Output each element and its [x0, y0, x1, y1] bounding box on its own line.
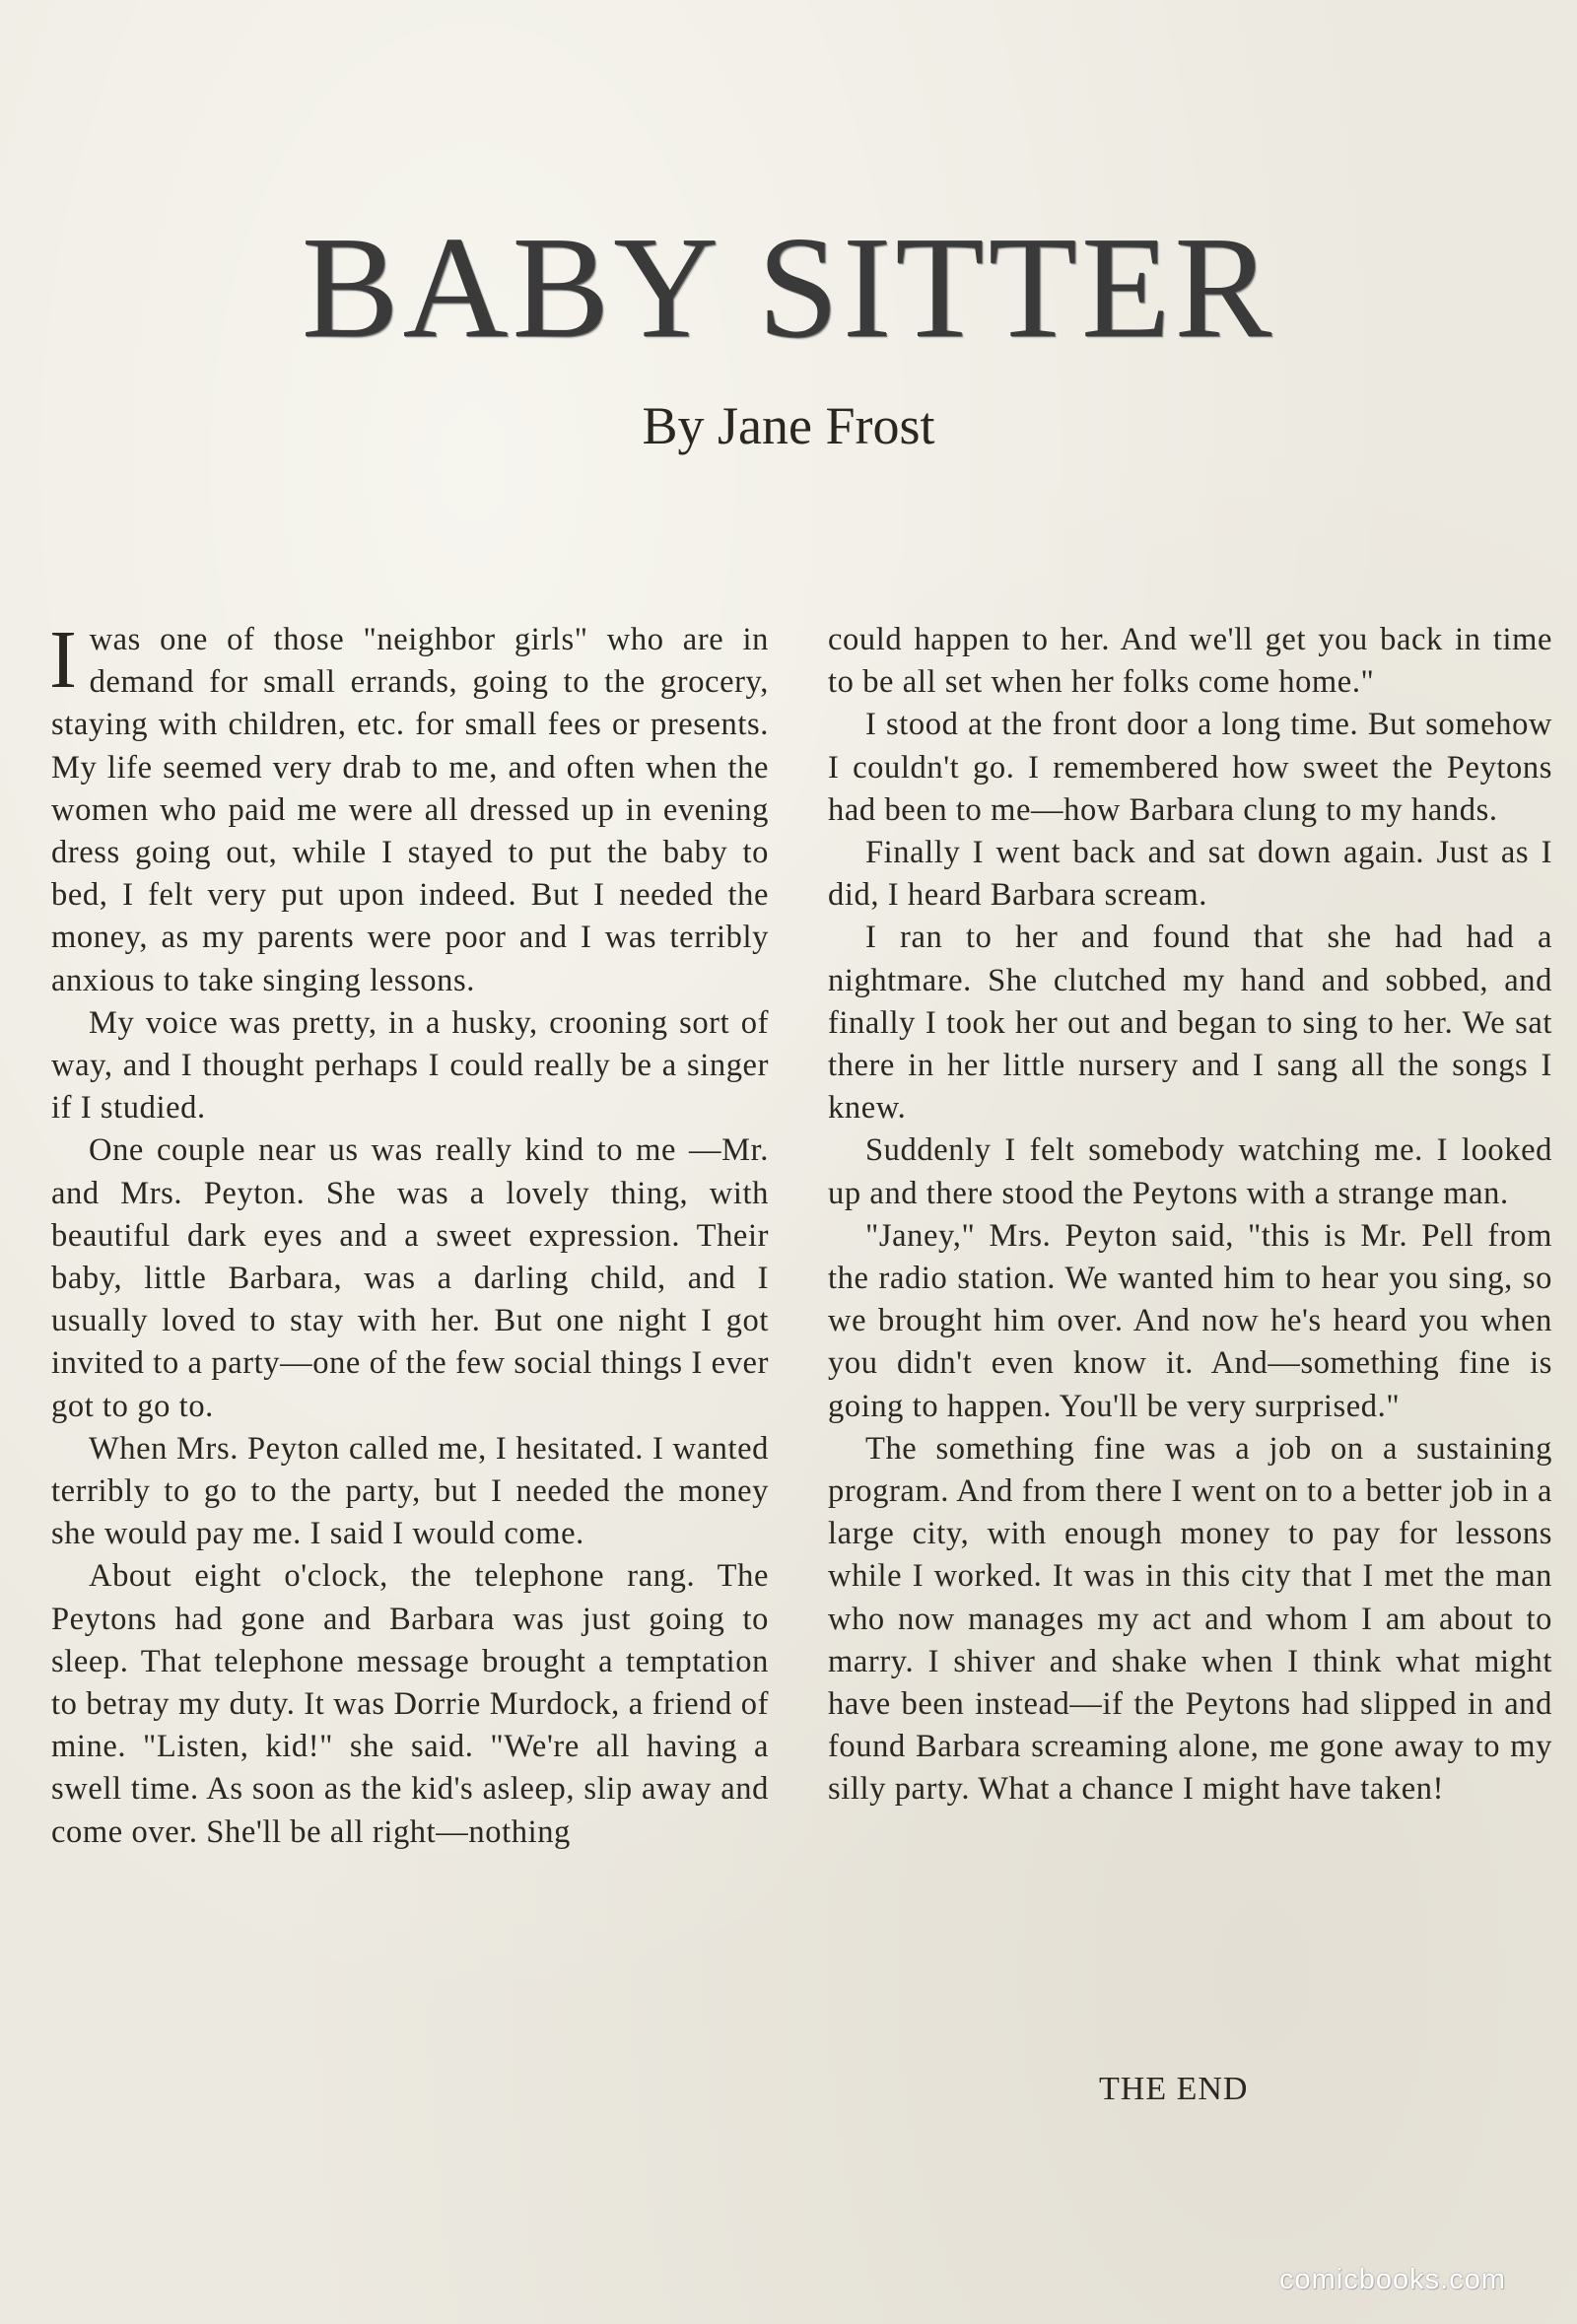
drop-cap: I [49, 614, 78, 706]
paragraph: Suddenly I felt somebody watching me. I looked up and there stood the Peytons with a strange man. [828, 1132, 1552, 1211]
paragraph: "Janey," Mrs. Peyton said, "this is Mr. Pell from the radio station. We wanted him to hear you sing, so we brought him over. And now he's heard you when you didn't even know it. And—something fine is going to happen. You'll be very surprised." [828, 1217, 1552, 1424]
paragraph: I ran to her and found that she had had a nightmare. She clutched my hand and sobbed, and finally I took her out and began to sing to her. We sat there in her little nursery and I sang all the songs I knew. [828, 920, 1552, 1127]
paragraph: One couple near us was really kind to me —Mr. and Mrs. Peyton. She was a lovely thing, with beautiful dark eyes and a sweet expression. Their baby, little Barbara, was a darling child, and I usually loved to stay with her. But one night I got invited to a party—one of the few social things I ever got to go to. [51, 1132, 769, 1424]
paragraph: I stood at the front door a long time. But somehow I couldn't go. I remembered how sweet the Peytons had been to me—how Barbara clung to my hands. [828, 707, 1552, 828]
paragraph: The something fine was a job on a sustaining program. And from there I went on to a better job in a large city, with enough money to pay for lessons while I worked. It was in this city that I met the man who now manages my act and whom I am about to marry. I shiver and shake when I think what might have been instead—if the Peytons had slipped in and found Barbara screaming alone, me gone away to my silly party. What a chance I might have taken! [828, 1430, 1552, 1808]
paragraph-text: was one of those "neighbor girls" who are in demand for small errands, going to the grocery, staying with children, etc. for small fees or presents. My life seemed very drab to me, and often when the women who paid me were all dressed up in evening dress going out, while I stayed to put the baby to bed, I felt very put upon indeed. But I needed the money, as my parents were poor and I was terribly anxious to take singing lessons. [51, 622, 769, 998]
the-end-label: THE END [1099, 2071, 1249, 2107]
left-column [49, 614, 769, 1854]
paragraph [49, 614, 769, 1002]
paragraph: About eight o'clock, the telephone rang. The Peytons had gone and Barbara was just going to sleep. That telephone message brought a temptation to betray my duty. It was Dorrie Murdock, a friend of mine. "Listen, kid!" she said. "We're all having a swell time. As soon as the kid's asleep, slip away and come over. She'll be all right—nothing [51, 1558, 769, 1850]
paragraph: could happen to her. And we'll get you back in time to be all set when her folks come home." [828, 622, 1552, 701]
site-watermark: comicbooks.com [1279, 2264, 1506, 2295]
paragraph: My voice was pretty, in a husky, crooning sort of way, and I thought perhaps I could really be a singer if I studied. [51, 1004, 769, 1127]
story-byline: By Jane Frost [642, 396, 935, 455]
paragraph: When Mrs. Peyton called me, I hesitated. I wanted terribly to go to the party, but I needed the money she would pay me. I said I would come. [51, 1430, 769, 1552]
story-title: BABY SITTER [301, 207, 1276, 369]
paragraph: Finally I went back and sat down again. Just as I did, I heard Barbara scream. [828, 835, 1552, 914]
right-column [828, 619, 1552, 1811]
